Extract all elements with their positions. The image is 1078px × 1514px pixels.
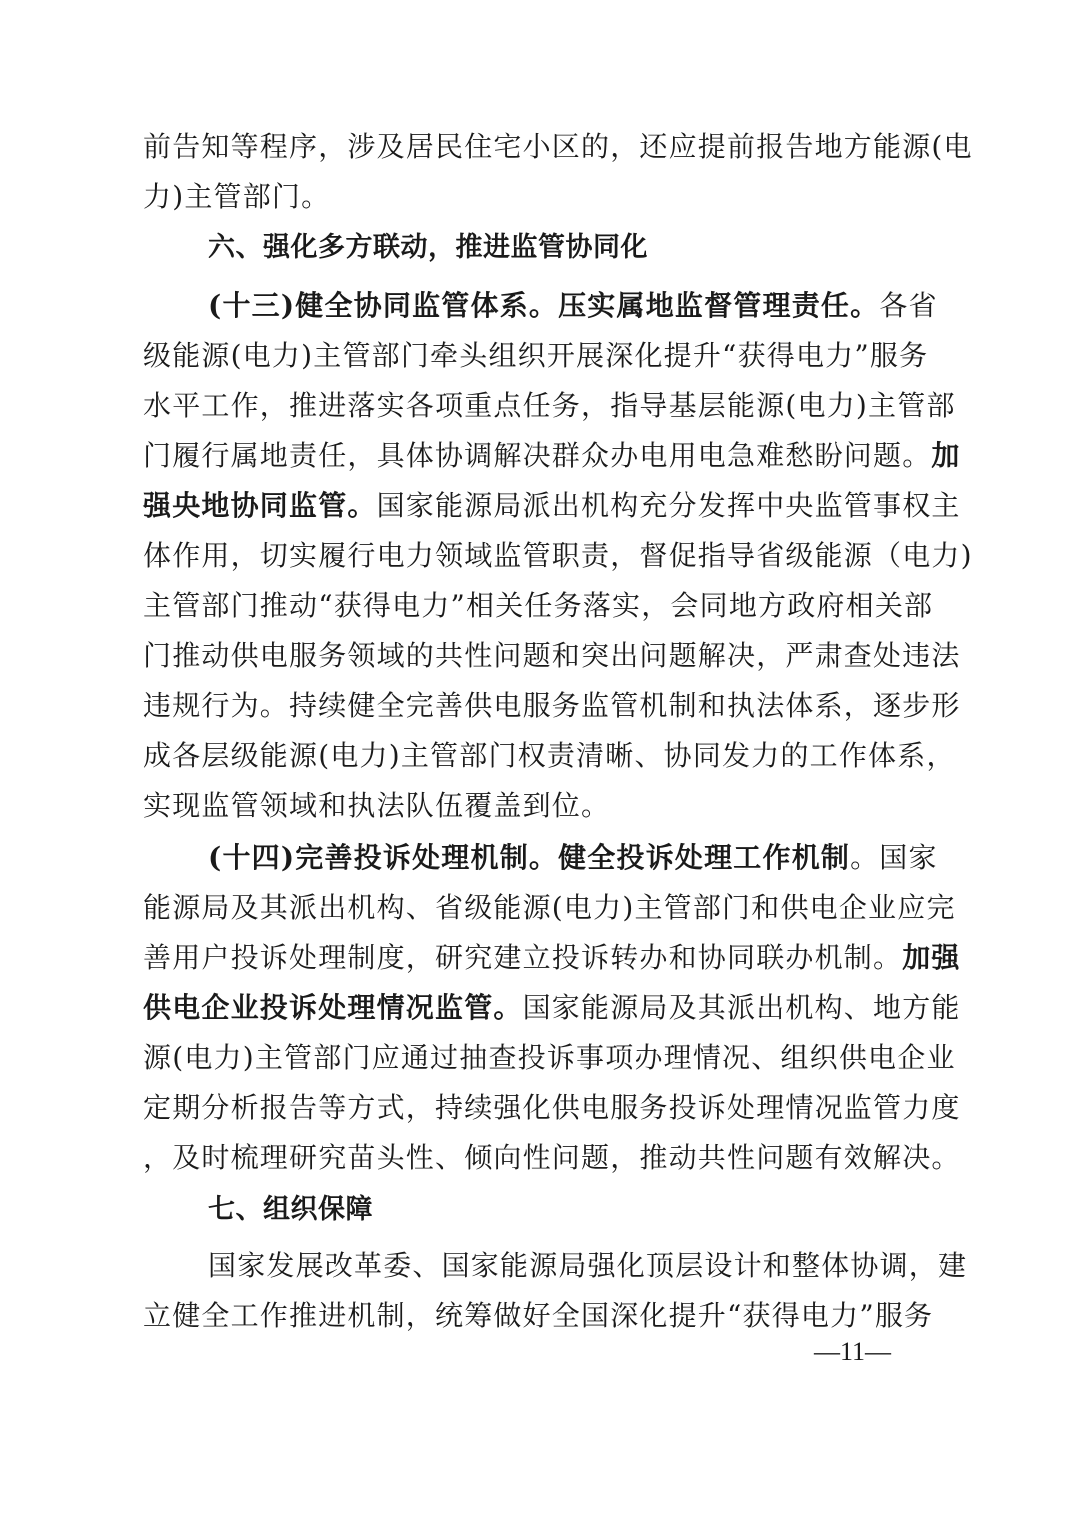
paragraph-text: 门履行属地责任，具体协调解决群众办电用电急难愁盼问题。 <box>143 439 932 472</box>
paragraph-line <box>143 436 961 476</box>
paragraph-line: 水平工作，推进落实各项重点任务，指导基层能源(电力)主管部 <box>143 389 956 422</box>
section-heading-6: 六、强化多方联动，推进监管协同化 <box>208 232 648 263</box>
paragraph-line: 源(电力)主管部门应通过抽查投诉事项办理情况、组织供电企业 <box>143 1041 956 1074</box>
subheading-13: (十三)健全协同监管体系。压实属地监督管理责任。 <box>208 289 880 322</box>
section-heading-7: 七、组织保障 <box>208 1194 373 1225</box>
paragraph-line: 实现监管领域和执法队伍覆盖到位。 <box>143 789 611 822</box>
paragraph-line <box>143 988 961 1028</box>
paragraph-text: 。国家 <box>850 841 938 874</box>
paragraph-line <box>143 486 961 526</box>
subheading-14: (十四)完善投诉处理机制。健全投诉处理工作机制 <box>208 841 851 874</box>
paragraph-line <box>143 938 961 978</box>
bold-phrase: 加强 <box>902 941 961 974</box>
paragraph-text: 国家能源局及其派出机构、地方能 <box>522 991 961 1024</box>
paragraph-text: 善用户投诉处理制度，研究建立投诉转办和协同联办机制。 <box>143 941 903 974</box>
page-number: —11— <box>814 1337 892 1366</box>
paragraph-line: 定期分析报告等方式，持续强化供电服务投诉处理情况监管力度 <box>143 1091 961 1124</box>
paragraph-line: 前告知等程序，涉及居民住宅小区的，还应提前报告地方能源(电 <box>143 130 973 163</box>
paragraph-line: ，及时梳理研究苗头性、倾向性问题，推动共性问题有效解决。 <box>143 1141 961 1174</box>
bold-phrase: 加 <box>931 439 961 472</box>
paragraph-line: 能源局及其派出机构、省级能源(电力)主管部门和供电企业应完 <box>143 891 956 924</box>
paragraph-line: 级能源(电力)主管部门牵头组织开展深化提升“获得电力”服务 <box>143 339 929 372</box>
paragraph-line: 违规行为。持续健全完善供电服务监管机制和执法体系，逐步形 <box>143 689 961 722</box>
bold-phrase: 强央地协同监管。 <box>143 489 377 522</box>
paragraph-line: 立健全工作推进机制，统筹做好全国深化提升“获得电力”服务 <box>143 1299 934 1332</box>
paragraph-line: 成各层级能源(电力)主管部门权责清晰、协同发力的工作体系， <box>143 739 956 772</box>
paragraph-line <box>208 286 1008 326</box>
paragraph-line <box>208 838 1008 878</box>
paragraph-text: 各省 <box>879 289 938 322</box>
bold-phrase: 供电企业投诉处理情况监管。 <box>143 991 523 1024</box>
paragraph-line: 主管部门推动“获得电力”相关任务落实，会同地方政府相关部 <box>143 589 934 622</box>
paragraph-line: 国家发展改革委、国家能源局强化顶层设计和整体协调，建 <box>208 1249 968 1282</box>
paragraph-line: 门推动供电服务领域的共性问题和突出问题解决，严肃查处违法 <box>143 639 961 672</box>
paragraph-line: 力)主管部门。 <box>143 180 331 213</box>
paragraph-text: 国家能源局派出机构充分发挥中央监管事权主 <box>376 489 961 522</box>
paragraph-line: 体作用，切实履行电力领域监管职责，督促指导省级能源（电力) <box>143 539 973 572</box>
